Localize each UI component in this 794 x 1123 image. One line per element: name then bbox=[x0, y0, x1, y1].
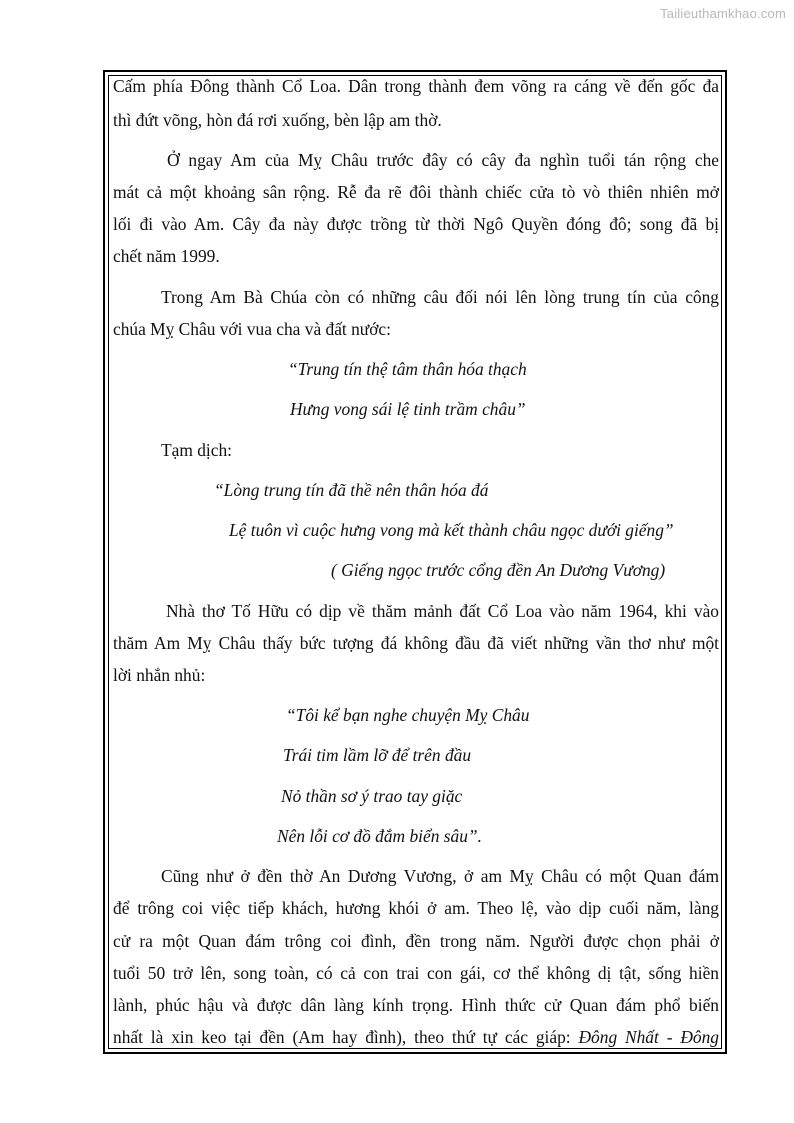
poem-line: Trái tim lầm lỡ để trên đầu bbox=[283, 745, 472, 765]
poem-line: Lệ tuôn vì cuộc hưng vong mà kết thành châu ngọc dưới giếng” bbox=[229, 520, 674, 540]
emphasis-text: Đông Nhất - Đông bbox=[578, 1027, 719, 1047]
text-line: để trông coi việc tiếp khách, hương khói ở am. Theo lệ, vào dịp cuối năm, làng bbox=[113, 898, 719, 918]
text-line: thì đứt võng, hòn đá rơi xuống, bèn lập am thờ. bbox=[113, 110, 442, 130]
text-line: mát cả một khoảng sân rộng. Rễ đa rẽ đôi thành chiếc cửa tò vò thiên nhiên mở bbox=[113, 182, 719, 202]
poem-line: Nỏ thần sơ ý trao tay giặc bbox=[281, 786, 463, 806]
text-line: chúa Mỵ Châu với vua cha và đất nước: bbox=[113, 319, 391, 339]
poem-line: Nên lỗi cơ đồ đắm biển sâu”. bbox=[277, 826, 482, 846]
text-line: Nhà thơ Tố Hữu có dịp về thăm mảnh đất Cổ Loa vào năm 1964, khi vào bbox=[166, 601, 719, 621]
text-line: cử ra một Quan đám trông coi đình, đền trong năm. Người được chọn phải ở bbox=[113, 931, 719, 951]
text-line: lời nhắn nhủ: bbox=[113, 665, 206, 685]
text-line: Cũng như ở đền thờ An Dương Vương, ở am Mỵ Châu có một Quan đám bbox=[161, 866, 719, 886]
text-line: tuổi 50 trở lên, song toàn, có cả con trai con gái, cơ thể không dị tật, sống hiền bbox=[113, 963, 719, 983]
text-line: Tạm dịch: bbox=[161, 440, 232, 460]
caption-line: ( Giếng ngọc trước cổng đền An Dương Vương) bbox=[331, 560, 666, 580]
text-line: chết năm 1999. bbox=[113, 246, 220, 266]
text-line: lối đi vào Am. Cây đa này được trồng từ thời Ngô Quyền đóng đô; song đã bị bbox=[113, 214, 719, 234]
text-line-start: nhất là xin keo tại đền (Am hay đình), theo thứ tự các giáp: bbox=[113, 1027, 579, 1047]
watermark: Tailieuthamkhao.com bbox=[660, 6, 786, 21]
text-line bbox=[113, 1027, 719, 1047]
text-line: lành, phúc hậu và được dân làng kính trọng. Hình thức cử Quan đám phổ biến bbox=[113, 995, 719, 1015]
text-line: Ở ngay Am của Mỵ Châu trước đây có cây đa nghìn tuổi tán rộng che bbox=[167, 150, 719, 170]
text-line: Cấm phía Đông thành Cổ Loa. Dân trong thành đem võng ra cáng về đến gốc đa bbox=[113, 76, 719, 96]
poem-line: “Trung tín thệ tâm thân hóa thạch bbox=[288, 359, 527, 379]
poem-line: “Lòng trung tín đã thề nên thân hóa đá bbox=[214, 480, 489, 500]
poem-line: “Tôi kể bạn nghe chuyện Mỵ Châu bbox=[286, 705, 530, 725]
text-line: thăm Am Mỵ Châu thấy bức tượng đá không đầu đã viết những vần thơ như một bbox=[113, 633, 719, 653]
text-line: Trong Am Bà Chúa còn có những câu đối nói lên lòng trung tín của công bbox=[161, 287, 719, 307]
poem-line: Hưng vong sái lệ tinh trầm châu” bbox=[290, 399, 526, 419]
